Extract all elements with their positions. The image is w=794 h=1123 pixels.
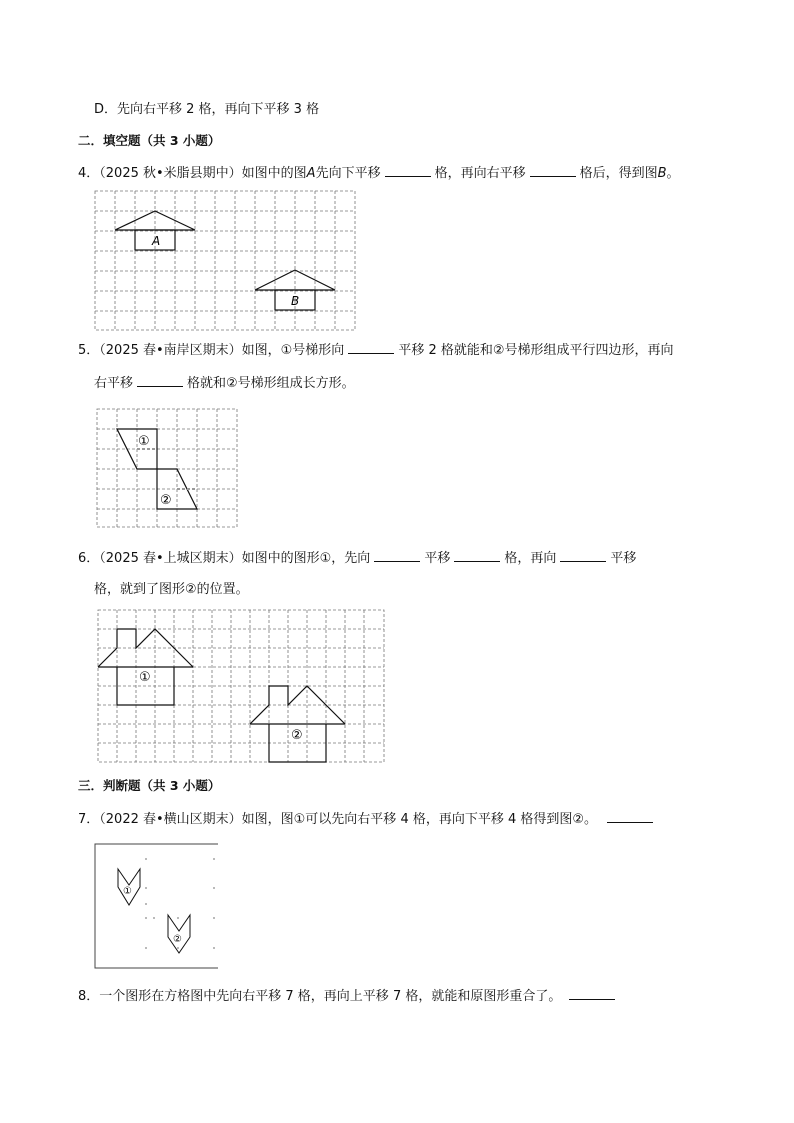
q5-grid-svg (94, 406, 240, 530)
label-b: B (291, 294, 300, 308)
label-1: ① (138, 434, 150, 449)
question-8-text (78, 987, 619, 1006)
q4-var-b: B (657, 166, 667, 181)
question-5-line-1 (78, 341, 674, 360)
q5-part2: 平移 2 格就能和②号梯形组成平行四边形，再向 (398, 343, 674, 358)
q4-figure (94, 190, 358, 336)
q6-part2: 平移 (424, 551, 451, 566)
q4-blank-1[interactable] (385, 164, 431, 177)
label-a: A (152, 234, 161, 248)
q7-svg (94, 843, 220, 971)
section-2-heading: 二．填空题（共 3 小题） (78, 133, 221, 148)
q7-figure (94, 843, 220, 975)
q6-part4: 平移 (610, 551, 637, 566)
q5-part1: 5．（2025 春•南岸区期末）如图，①号梯形向 (78, 343, 345, 358)
q6-part3: 格，再向 (504, 551, 557, 566)
q6-figure (94, 606, 388, 768)
q7-stem: 7．（2022 春•横山区期末）如图，图①可以先向右平移 4 格，再向下平移 4 格得到图②。 (78, 812, 598, 827)
q6-blank-1[interactable] (374, 549, 420, 562)
q4-grid-svg (94, 190, 358, 332)
section-3-heading: 三．判断题（共 3 小题） (78, 778, 221, 793)
label-2: ② (173, 934, 182, 945)
q8-stem: 8．一个图形在方格图中先向右平移 7 格，再向上平移 7 格，就能和原图形重合了。 (78, 989, 562, 1004)
option-d: D．先向右平移 2 格，再向下平移 3 格 (94, 102, 320, 117)
q7-blank[interactable] (607, 810, 653, 823)
q4-part3: 格，再向右平移 (434, 166, 526, 181)
question-6-line-2: 格，就到了图形②的位置。 (94, 582, 249, 597)
q4-var-a: A (306, 166, 316, 181)
question-6-line-1 (78, 549, 636, 568)
label-2: ② (291, 728, 303, 743)
question-5-line-2 (94, 374, 355, 393)
label-1: ① (139, 670, 151, 685)
question-7-text (78, 810, 657, 829)
q5-blank-1[interactable] (348, 341, 394, 354)
q8-blank[interactable] (569, 987, 615, 1000)
q5-figure (94, 406, 240, 534)
q5-blank-2[interactable] (137, 374, 183, 387)
question-4-text (78, 164, 680, 183)
q4-part1: 4．（2025 秋•米脂县期中）如图中的图 (78, 166, 307, 181)
q6-blank-3[interactable] (560, 549, 606, 562)
q4-blank-2[interactable] (530, 164, 576, 177)
q6-part1: 6．（2025 春•上城区期末）如图中的图形①，先向 (78, 551, 371, 566)
q4-part4: 格后，得到图 (579, 166, 658, 181)
q5-part4: 格就和②号梯形组成长方形。 (187, 376, 355, 391)
q5-part3: 右平移 (94, 376, 134, 391)
label-1: ① (123, 886, 132, 897)
q6-blank-2[interactable] (454, 549, 500, 562)
q4-part2: 先向下平移 (315, 166, 381, 181)
q6-grid-svg (94, 606, 388, 764)
q4-part5: 。 (666, 166, 680, 181)
label-2: ② (160, 493, 172, 508)
